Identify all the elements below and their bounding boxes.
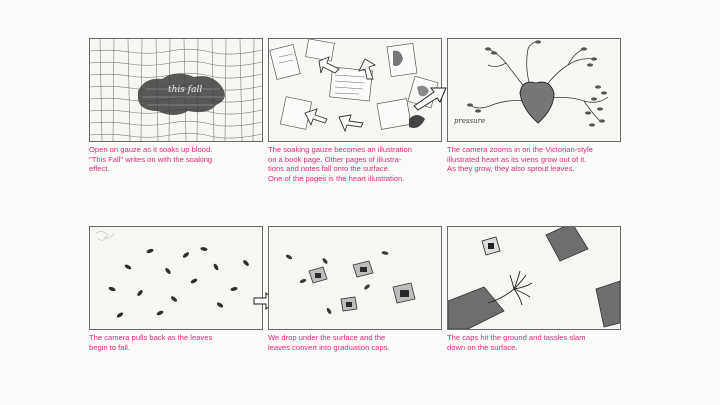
transition-arrow-icon bbox=[412, 82, 452, 112]
pressure-inscription: pressure bbox=[454, 117, 486, 125]
panel-3-caption: The camera zooms in on the Victorian-style illustrated heart as its viens grow out of it. As they grow, they also sprout leaves. bbox=[447, 145, 593, 174]
caps-landing-drawing bbox=[448, 227, 620, 329]
heart-drawing bbox=[448, 39, 620, 141]
panel-1-caption: Open on gauze as it soaks up blood. "This Fall" writes on with the soaking effect. bbox=[89, 145, 213, 174]
falling-leaves-drawing bbox=[90, 227, 262, 329]
panel-5-caption: We drop under the surface and the leaves convert into graduation caps. bbox=[268, 333, 390, 352]
panel-4-caption: The camera pulls back as the leaves begin to fall. bbox=[89, 333, 213, 352]
panel-6-caption: The caps hit the ground and tassles slam down on the surface. bbox=[447, 333, 586, 352]
graduation-caps-drawing bbox=[269, 227, 441, 329]
panel-4-falling-leaves-sketch bbox=[89, 226, 263, 330]
panel-2-caption: The soaking gauze becomes an illustration on a book page. Other pages of illustra- tions and notes fall onto the surface. One of the pages is the heart illustration. bbox=[268, 145, 412, 183]
panel-1-gauze-sketch bbox=[89, 38, 263, 142]
this-fall-inscription: this fall bbox=[168, 85, 203, 95]
panel-6-caps-landing-sketch bbox=[447, 226, 621, 330]
panel-5-graduation-caps-sketch bbox=[268, 226, 442, 330]
panel-3-heart-sketch bbox=[447, 38, 621, 142]
